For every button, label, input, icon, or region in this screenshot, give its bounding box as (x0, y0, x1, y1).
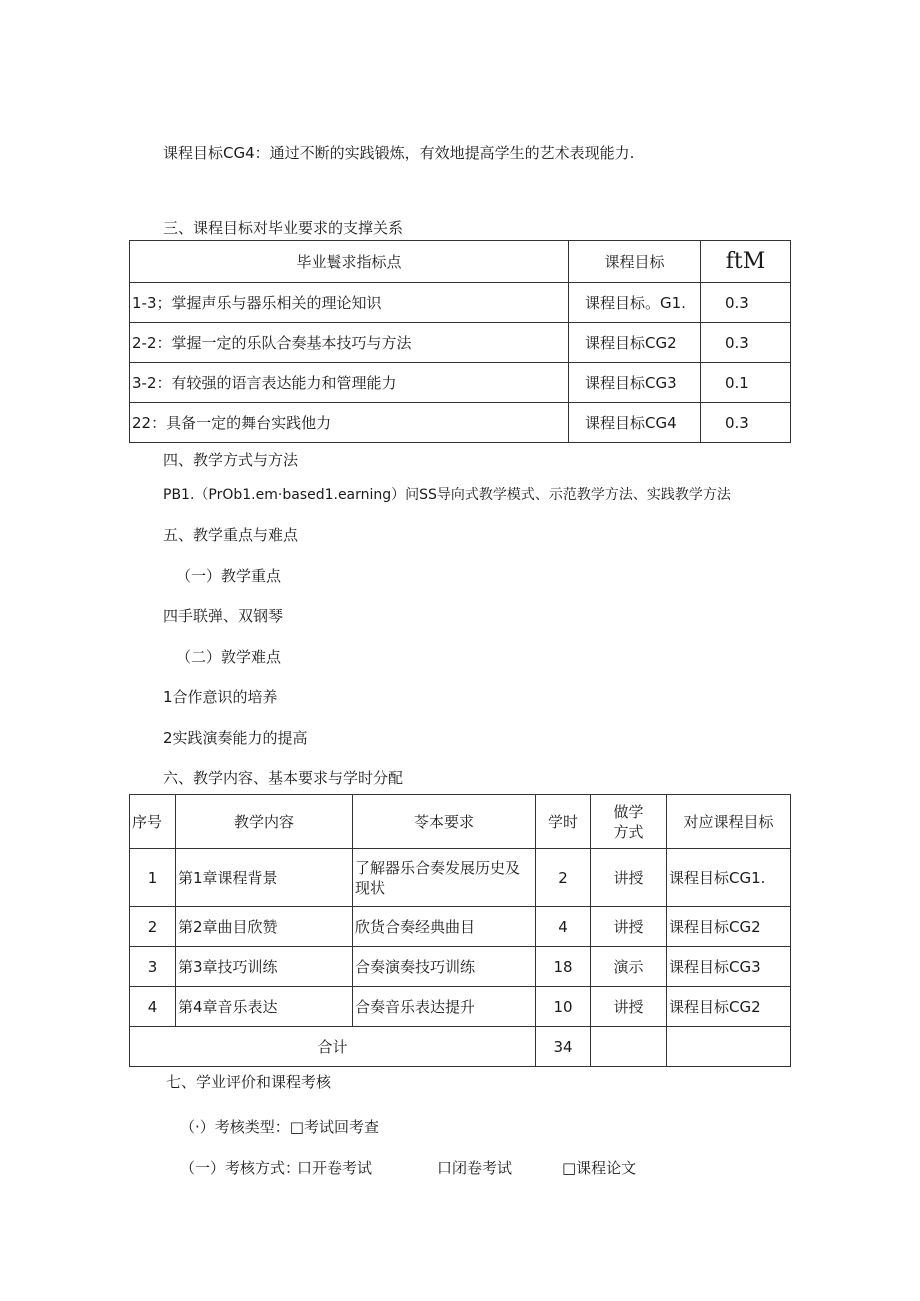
row-content: 第4章音乐表达 (176, 987, 353, 1027)
row-point: 22：具备一定的舞台实践他力 (130, 403, 569, 443)
intro-line: 课程目标CG4：通过不断的实践锻炼，有效地提高学生的艺术表现能力. (163, 144, 635, 162)
support-table-header (130, 241, 791, 283)
section5-sub1: （一）教学重点 (176, 567, 282, 585)
row-point: 3-2：有较强的语言表达能力和管理能力 (130, 363, 569, 403)
section3-heading: 三、课程目标对毕业要求的支撑关系 (163, 219, 404, 237)
row-no: 4 (130, 987, 176, 1027)
table-row (130, 849, 791, 907)
row-content: 第1章课程背景 (176, 849, 353, 907)
header-mode: 做学方式 (591, 795, 667, 849)
total-hours: 34 (536, 1027, 591, 1067)
row-goal: 课程目标。G1. (569, 283, 701, 323)
row-req: 合奏演奏技巧训练 (353, 947, 536, 987)
option-course-paper[interactable]: □课程论文 (562, 1159, 637, 1177)
table-row (130, 907, 791, 947)
header-weight: ftM (701, 241, 791, 283)
section4-heading: 四、教学方式与方法 (163, 451, 299, 469)
row-mode: 讲授 (591, 987, 667, 1027)
table-row (130, 323, 791, 363)
header-point: 毕业鬟求指标点 (130, 241, 569, 283)
row-goal: 课程目标CG4 (569, 403, 701, 443)
row-content: 第2章曲目欣赞 (176, 907, 353, 947)
row-goal: 课程目标CG2 (667, 987, 791, 1027)
header-req: 苓本要求 (353, 795, 536, 849)
section5-sub2: （二）敦学难点 (176, 648, 282, 666)
table-row (130, 403, 791, 443)
row-goal: 课程目标CG3 (667, 947, 791, 987)
assessment-method-label: （一）考核方式： (180, 1159, 301, 1177)
total-label: 合计 (130, 1027, 536, 1067)
row-req: 了解器乐合奏发展历史及现状 (353, 849, 536, 907)
row-mode: 演示 (591, 947, 667, 987)
row-weight: 0.3 (701, 283, 791, 323)
section5-heading: 五、教学重点与难点 (163, 526, 299, 544)
total-row (130, 1027, 791, 1067)
row-weight: 0.1 (701, 363, 791, 403)
row-hours: 2 (536, 849, 591, 907)
assessment-type: （·）考核类型：□考试回考查 (180, 1118, 379, 1136)
row-goal: 课程目标CG3 (569, 363, 701, 403)
section7-heading: 七、学业评价和课程考核 (166, 1073, 332, 1091)
row-weight: 0.3 (701, 323, 791, 363)
option-open-book[interactable]: 口开卷考试 (297, 1159, 373, 1177)
row-hours: 4 (536, 907, 591, 947)
row-no: 3 (130, 947, 176, 987)
total-empty (667, 1027, 791, 1067)
total-empty (591, 1027, 667, 1067)
row-hours: 10 (536, 987, 591, 1027)
row-point: 2-2：掌握一定的乐队合奏基本技巧与方法 (130, 323, 569, 363)
header-hours: 学时 (536, 795, 591, 849)
row-req: 欣货合奏经典曲目 (353, 907, 536, 947)
header-goal: 课程目标 (569, 241, 701, 283)
header-goal: 对应课程目标 (667, 795, 791, 849)
row-req: 合奏音乐表达提升 (353, 987, 536, 1027)
row-goal: 课程目标CG2 (667, 907, 791, 947)
option-closed-book[interactable]: 口闭卷考试 (437, 1159, 513, 1177)
row-mode: 讲授 (591, 907, 667, 947)
table-row (130, 947, 791, 987)
header-no: 序号 (130, 795, 176, 849)
section4-text: PB1.（PrOb1.em·based1.earning）问SS导向式教学模式、示范教学方法、实践教学方法 (163, 487, 731, 503)
support-table (129, 240, 791, 443)
row-weight: 0.3 (701, 403, 791, 443)
section5-item: 1合作意识的培养 (163, 688, 278, 706)
row-no: 2 (130, 907, 176, 947)
section5-item: 2实践演奏能力的提高 (163, 729, 308, 747)
header-content: 教学内容 (176, 795, 353, 849)
section6-heading: 六、教学内容、基本要求与学时分配 (163, 769, 404, 787)
table-row (130, 987, 791, 1027)
content-table-header (130, 795, 791, 849)
table-row (130, 283, 791, 323)
table-row (130, 363, 791, 403)
section5-sub1-text: 四手联弹、双钢琴 (163, 607, 284, 625)
row-content: 第3章技巧训练 (176, 947, 353, 987)
row-point: 1-3；掌握声乐与器乐相关的理论知识 (130, 283, 569, 323)
row-no: 1 (130, 849, 176, 907)
row-goal: 课程目标CG2 (569, 323, 701, 363)
row-goal: 课程目标CG1. (667, 849, 791, 907)
row-mode: 讲授 (591, 849, 667, 907)
row-hours: 18 (536, 947, 591, 987)
content-table (129, 794, 791, 1067)
